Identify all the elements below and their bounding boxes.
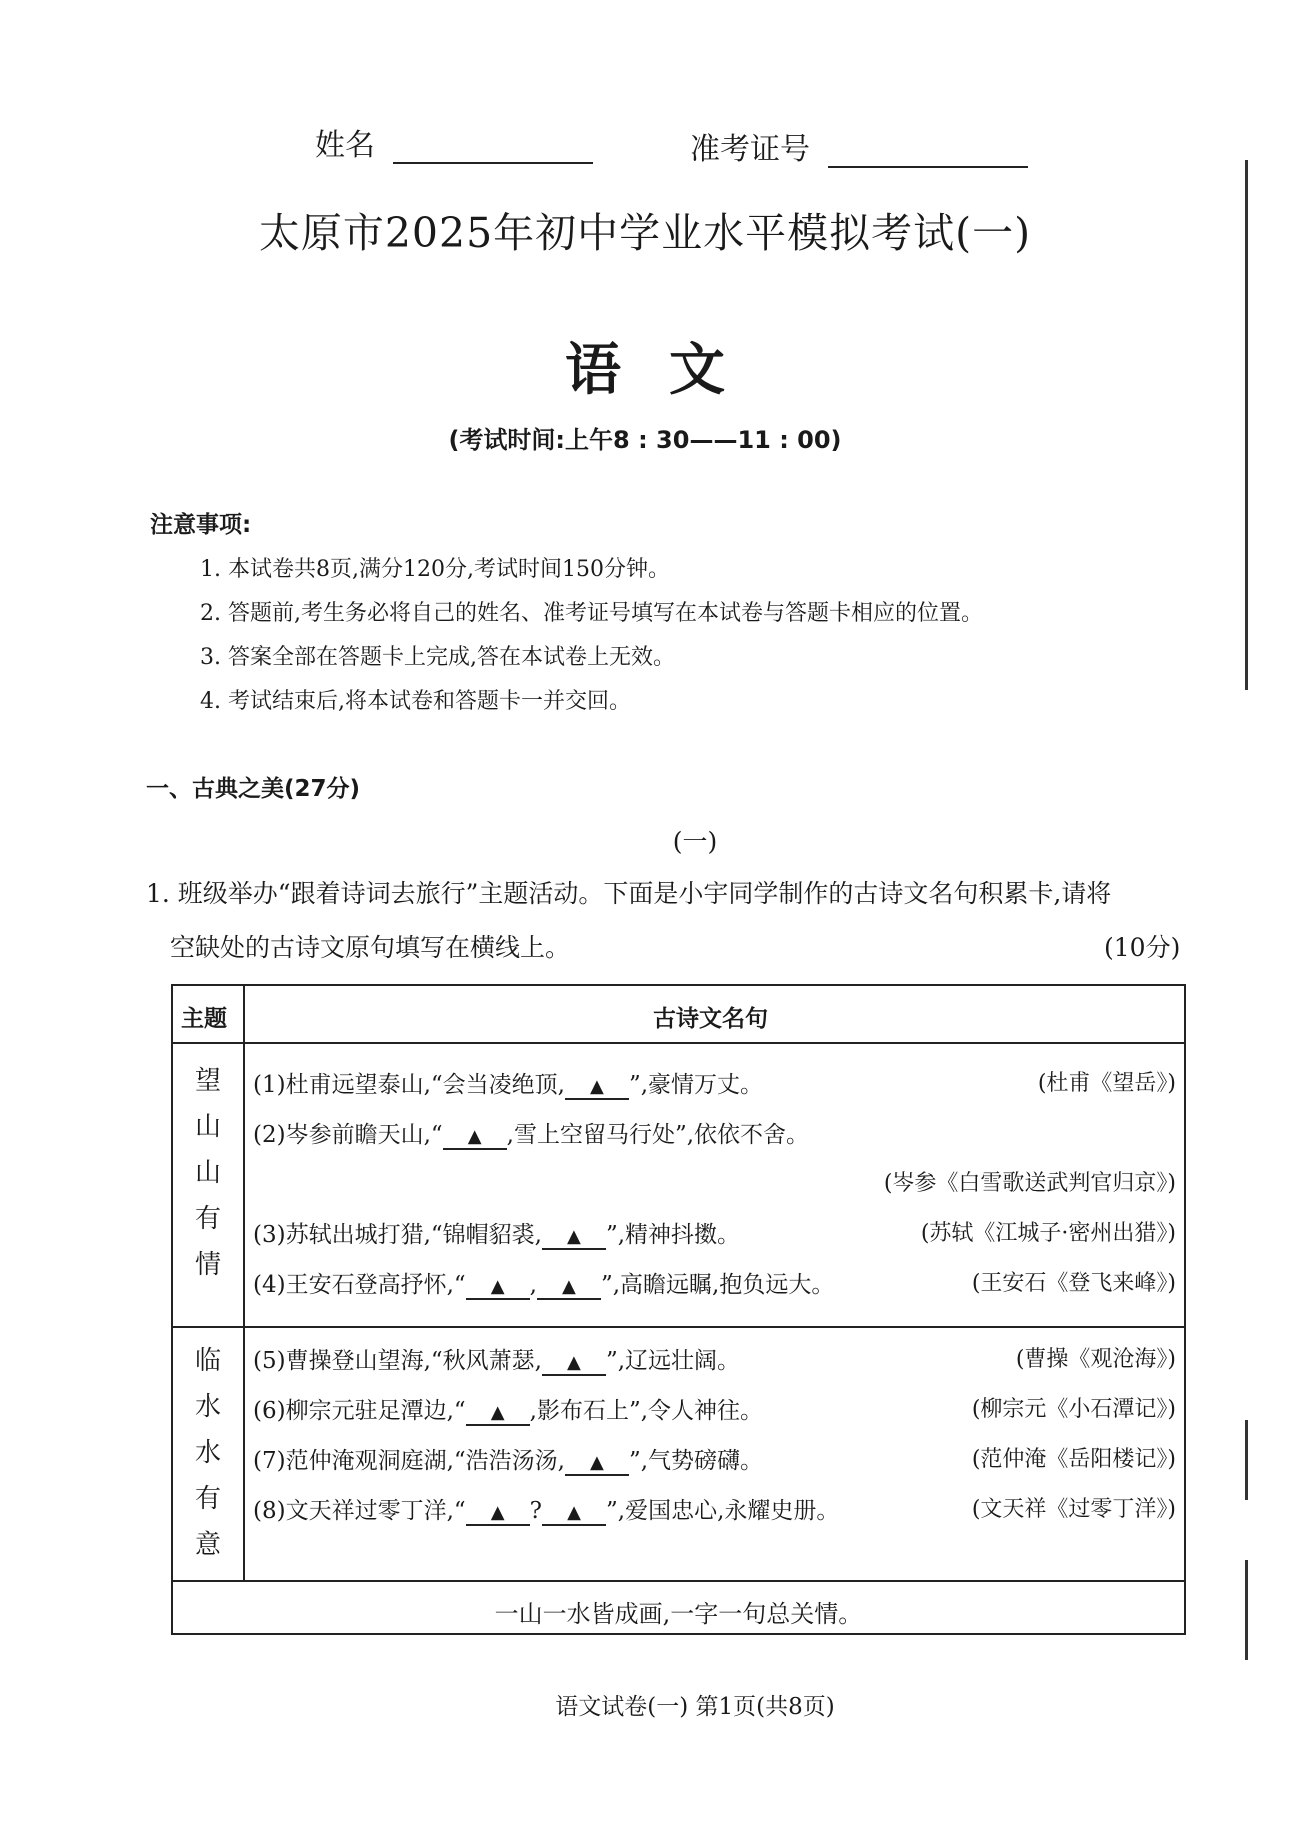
question-text: 1. 班级举办“跟着诗词去旅行”主题活动。下面是小宇同学制作的古诗文名句积累卡,请将 xyxy=(146,879,1112,908)
name-blank xyxy=(393,136,593,164)
row-text: (2)岑参前瞻天山,“ xyxy=(253,1122,443,1148)
row-text: ”,爱国忠心,永耀史册。 xyxy=(606,1498,840,1524)
notice-item: 1. 本试卷共8页,满分120分,考试时间150分钟。 xyxy=(200,557,670,582)
poem-source: (柳宗元《小石潭记》) xyxy=(971,1397,1176,1422)
theme-char: 有 xyxy=(194,1484,221,1514)
poem-source: (范仲淹《岳阳楼记》) xyxy=(971,1447,1176,1472)
theme-char: 水 xyxy=(194,1392,221,1422)
exam-time: (考试时间:上午8 : 30——11 : 00) xyxy=(448,426,842,454)
fill-blank: ▲ xyxy=(466,1502,530,1526)
poem-source: (文天祥《过零丁洋》) xyxy=(971,1497,1176,1522)
scan-edge-line xyxy=(1245,1560,1248,1660)
row-divider xyxy=(173,1042,1184,1044)
row-text: (7)范仲淹观洞庭湖,“浩浩汤汤, xyxy=(253,1448,565,1474)
fill-blank: ▲ xyxy=(542,1502,606,1526)
exam-id-label: 准考证号 xyxy=(690,132,810,167)
notice-item: 3. 答案全部在答题卡上完成,答在本试卷上无效。 xyxy=(200,645,675,670)
fill-blank: ▲ xyxy=(443,1126,507,1150)
fill-blank: ▲ xyxy=(466,1276,530,1300)
row-text: ”,精神抖擞。 xyxy=(605,1222,741,1248)
theme-water xyxy=(173,1338,243,1568)
theme-char: 水 xyxy=(194,1438,221,1468)
part-heading: (一) xyxy=(672,827,718,856)
theme-char: 情 xyxy=(194,1250,221,1280)
poem-row xyxy=(253,1116,1178,1150)
table-footer: 一山一水皆成画,一字一句总关情。 xyxy=(494,1600,863,1628)
fill-blank: ▲ xyxy=(542,1226,606,1250)
row-text: (6)柳宗元驻足潭边,“ xyxy=(253,1398,466,1424)
exam-id-blank xyxy=(828,140,1028,168)
row-text: ”,高瞻远瞩,抱负远大。 xyxy=(600,1272,835,1298)
fill-blank: ▲ xyxy=(542,1352,606,1376)
theme-char: 临 xyxy=(194,1346,221,1376)
row-text: ,雪上空留马行处”,依依不舍。 xyxy=(506,1122,810,1148)
notice-heading: 注意事项: xyxy=(150,512,252,538)
exam-title: 太原市2025年初中学业水平模拟考试(一) xyxy=(258,209,1032,257)
name-field xyxy=(315,120,593,164)
row-text: ”,辽远壮阔。 xyxy=(605,1348,741,1374)
question-text-cont: 空缺处的古诗文原句填写在横线上。 xyxy=(170,933,571,962)
poetry-table xyxy=(171,984,1186,1635)
row-divider xyxy=(173,1580,1184,1582)
theme-char: 有 xyxy=(194,1204,221,1234)
section-heading: 一、古典之美(27分) xyxy=(146,776,361,802)
poem-source: (王安石《登飞来峰》) xyxy=(971,1271,1176,1296)
row-text: , xyxy=(529,1272,537,1298)
question-score: (10分) xyxy=(1104,933,1181,962)
poem-source: (曹操《观沧海》) xyxy=(1015,1347,1176,1372)
fill-blank: ▲ xyxy=(565,1076,629,1100)
theme-char: 山 xyxy=(194,1158,221,1188)
notice-item: 4. 考试结束后,将本试卷和答题卡一并交回。 xyxy=(200,689,631,714)
row-text: ,影布石上”,令人神往。 xyxy=(529,1398,764,1424)
poem-source: (岑参《白雪歌送武判官归京》) xyxy=(883,1171,1176,1196)
theme-char: 山 xyxy=(194,1112,221,1142)
row-text: (8)文天祥过零丁洋,“ xyxy=(253,1498,466,1524)
row-text: (1)杜甫远望泰山,“会当凌绝顶, xyxy=(253,1072,565,1098)
row-text: ? xyxy=(529,1498,542,1524)
fill-blank: ▲ xyxy=(565,1452,629,1476)
row-divider xyxy=(173,1326,1184,1328)
column-divider xyxy=(243,986,245,1580)
exam-id-field xyxy=(690,124,1028,168)
subject-title: 语文 xyxy=(565,338,773,403)
notice-item: 2. 答题前,考生务必将自己的姓名、准考证号填写在本试卷与答题卡相应的位置。 xyxy=(200,601,983,626)
theme-mountain xyxy=(173,1058,243,1288)
theme-column-header: 主题 xyxy=(181,1006,227,1032)
fill-blank: ▲ xyxy=(537,1276,601,1300)
poem-source: (苏轼《江城子·密州出猎》) xyxy=(920,1221,1176,1246)
scan-edge-line xyxy=(1245,1420,1248,1500)
row-text: (5)曹操登山望海,“秋风萧瑟, xyxy=(253,1348,542,1374)
row-text: (3)苏轼出城打猎,“锦帽貂裘, xyxy=(253,1222,542,1248)
name-label: 姓名 xyxy=(315,128,375,163)
row-text: ”,豪情万丈。 xyxy=(628,1072,764,1098)
sentence-column-header: 古诗文名句 xyxy=(653,1006,768,1032)
poem-source: (杜甫《望岳》) xyxy=(1037,1071,1176,1096)
scan-edge-line xyxy=(1245,160,1248,690)
theme-char: 望 xyxy=(194,1066,221,1096)
row-text: ”,气势磅礴。 xyxy=(628,1448,764,1474)
row-text: (4)王安石登高抒怀,“ xyxy=(253,1272,466,1298)
theme-char: 意 xyxy=(194,1530,221,1560)
page-footer: 语文试卷(一) 第1页(共8页) xyxy=(555,1694,835,1720)
fill-blank: ▲ xyxy=(466,1402,530,1426)
